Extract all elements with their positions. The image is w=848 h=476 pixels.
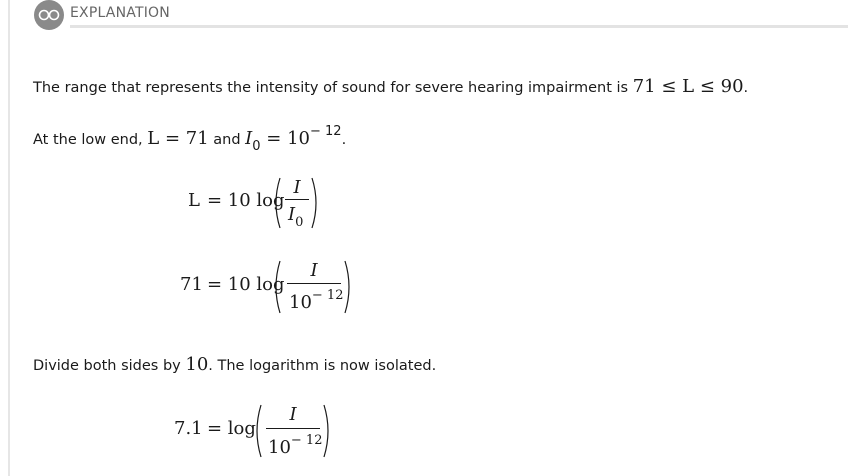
equation-1-numerator: I (293, 177, 301, 198)
low-end-I-sub: 0 (252, 139, 261, 154)
range-inequality: 71 ≤ L ≤ 90 (632, 76, 744, 97)
equation-2-lhs: 71 (180, 274, 203, 295)
low-end-exp: − 12 (310, 124, 342, 139)
section-title: EXPLANATION (70, 5, 170, 21)
equation-1-denominator: $I_0$ (288, 204, 304, 230)
equation-1-rhs: = 10 log (207, 190, 285, 211)
equation-3-left-paren (251, 403, 263, 459)
equation-2-denominator: $10^{- 12}$ (289, 288, 344, 313)
low-end-L: L = 71 (147, 128, 209, 149)
low-end-and: and (213, 132, 241, 148)
range-text: The range that represents the intensity of sound for severe hearing impairment is (33, 80, 629, 96)
equation-3-numerator: I (289, 404, 297, 425)
equation-1-lhs: L (188, 190, 200, 211)
equation-3-right-paren (322, 403, 334, 459)
paragraph-range: The range that represents the intensity of sound for severe hearing impairment is 71 ≤ L ≤ 90. (33, 76, 749, 97)
equation-3-fraction-bar (266, 428, 320, 429)
divide-text: Divide both sides by (33, 358, 181, 374)
equation-2-numerator: I (310, 260, 318, 281)
paragraph-low-end: At the low end, L = 71 and I0 = 10− 12. (33, 124, 347, 154)
equation-1-left-paren (270, 176, 282, 230)
equation-2-right-paren (343, 259, 355, 315)
low-end-text: At the low end, (33, 132, 143, 148)
equation-3-rhs: = log (207, 418, 256, 439)
divide-number: 10 (185, 354, 209, 375)
equation-3-denominator: $10^{- 12}$ (268, 433, 323, 458)
equation-2-left-paren (270, 259, 282, 315)
equation-1-right-paren (310, 176, 322, 230)
low-end-eq: = 10 (260, 128, 310, 149)
left-border (8, 0, 10, 476)
glasses-icon (34, 0, 64, 30)
equation-2-fraction-bar (287, 283, 341, 284)
header-divider (70, 25, 848, 28)
low-end-I: I (245, 128, 253, 149)
equation-1-fraction-bar (285, 199, 309, 200)
paragraph-divide (33, 354, 436, 375)
equation-2-rhs: = 10 log (207, 274, 285, 295)
divide-text-end: . The logarithm is now isolated. (208, 358, 437, 374)
equation-3-lhs: 7.1 (174, 418, 203, 439)
